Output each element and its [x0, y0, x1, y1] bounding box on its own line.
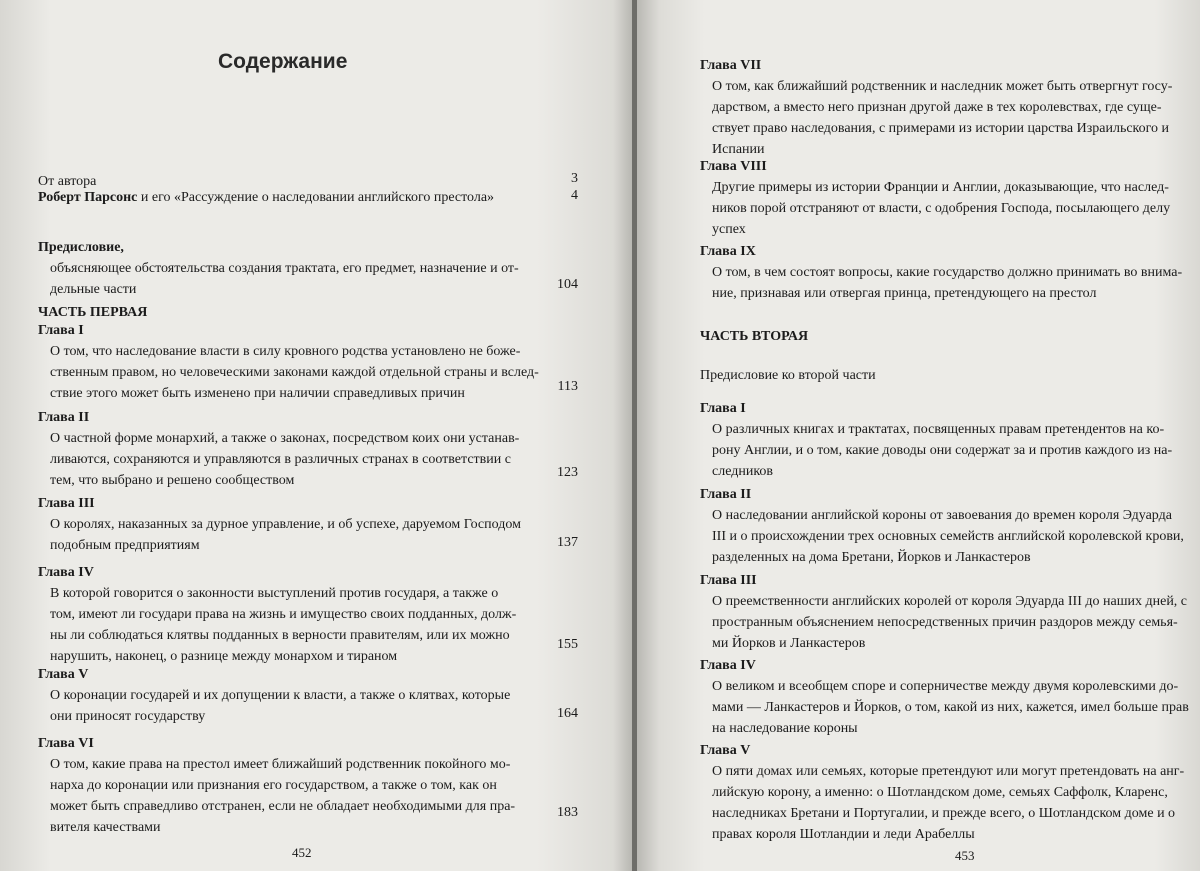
chapter-entry — [38, 493, 521, 556]
chapter-line: пространным объяснением непосредственных причин раздоров между семья- — [712, 615, 1178, 630]
chapter-head: Глава II — [38, 410, 90, 425]
chapter-line: ние, признавая или отвергая принца, претендующего на престол — [712, 286, 1097, 301]
chapter-line: рону Англии, и о том, какие доводы они содержат за и против каждого из на- — [712, 443, 1173, 458]
chapter-line: ствие этого может быть изменено при наличии справедливых причин — [50, 386, 465, 401]
right-page — [637, 0, 1200, 871]
chapter-entry — [700, 398, 1172, 482]
chapter-line: разделенных на дома Бретани, Йорков и Ланкастеров — [712, 550, 1031, 565]
chapter-line: О великом и всеобщем споре и соперничестве между двумя королевскими до- — [712, 679, 1179, 694]
chapter-entry — [38, 733, 515, 838]
chapter-line: О том, что наследование власти в силу кровного родства установлено не боже- — [50, 344, 521, 359]
chapter-line: может быть справедливо отстранен, если не обладает необходимыми для пра- — [50, 799, 516, 814]
chapter-line: ственным правом, но человеческими законами каждой отдельной страны и вслед- — [50, 365, 539, 380]
parsons-page: 4 — [571, 188, 578, 203]
chapter-line: О том, в чем состоят вопросы, какие государство должно принимать во внима- — [712, 265, 1183, 280]
chapter-line: О частной форме монархий, а также о законах, посредством коих они устанав- — [50, 431, 520, 446]
preface-entry — [38, 237, 519, 300]
chapter-page: 137 — [557, 535, 578, 550]
chapter-entry — [700, 241, 1182, 304]
chapter-head: Глава IX — [700, 244, 756, 259]
chapter-line: ников порой отстраняют от власти, с одобрения Господа, посылающего делу — [712, 201, 1171, 216]
chapter-line: О коронации государей и их допущении к власти, а также о клятвах, которые — [50, 688, 511, 703]
chapter-entry — [700, 570, 1187, 654]
chapter-line: Испании — [712, 142, 765, 157]
chapter-line: тем, что выбрано и решено сообществом — [50, 473, 295, 488]
chapter-line: О том, какие права на престол имеет ближайший родственник покойного мо- — [50, 757, 511, 772]
page-number: 452 — [292, 845, 312, 860]
parsons-name: Роберт Парсонс — [38, 190, 138, 205]
part-one-heading: ЧАСТЬ ПЕРВАЯ — [38, 305, 148, 320]
chapter-page: 113 — [557, 379, 578, 394]
part-two-heading: ЧАСТЬ ВТОРАЯ — [700, 329, 809, 344]
chapter-entry — [700, 55, 1172, 160]
chapter-line: О королях, наказанных за дурное управление, и об успехе, даруемом Господом — [50, 517, 521, 532]
chapter-line: ми Йорков и Ланкастеров — [712, 636, 866, 651]
chapter-page: 183 — [557, 805, 578, 820]
chapter-line: О преемственности английских королей от короля Эдуарда III до наших дней, с — [712, 594, 1188, 609]
chapter-line: правах короля Шотландии и леди Арабеллы — [712, 827, 975, 842]
chapter-line: лийскую корону, а именно: о Шотландском доме, семьях Саффолк, Кларенс, — [712, 785, 1168, 800]
parsons-entry — [38, 187, 494, 208]
chapter-page: 164 — [557, 706, 578, 721]
chapter-line: О том, как ближайший родственник и наследник может быть отвергнут госу- — [712, 79, 1173, 94]
from-author-label: От автора — [38, 174, 97, 189]
chapter-head: Глава I — [38, 323, 84, 338]
chapter-entry — [700, 156, 1170, 240]
chapter-line: подобным предприятиям — [50, 538, 200, 553]
preface-line: дельные части — [50, 282, 137, 297]
chapter-line: III и о происхождении трех основных семейств английской королевской крови, — [712, 529, 1184, 544]
chapter-page: 123 — [557, 465, 578, 480]
chapter-line: дарством, а вместо него признан другой даже в тех королевствах, где суще- — [712, 100, 1162, 115]
chapter-line: О различных книгах и трактатах, посвященных правам претендентов на ко- — [712, 422, 1165, 437]
chapter-head: Глава III — [38, 496, 95, 511]
preface-two: Предисловие ко второй части — [700, 368, 876, 383]
chapter-line: нарушить, наконец, о разнице между монархом и тираном — [50, 649, 398, 664]
chapter-entry — [38, 562, 516, 667]
chapter-line: они приносят государству — [50, 709, 206, 724]
chapter-line: Другие примеры из истории Франции и Англии, доказывающие, что наслед- — [712, 180, 1169, 195]
chapter-head: Глава VII — [700, 58, 762, 73]
chapter-line: следников — [712, 464, 774, 479]
chapter-head: Глава IV — [38, 565, 94, 580]
chapter-page: 155 — [557, 637, 578, 652]
chapter-line: нарха до коронации или признания его государством, а также о том, как он — [50, 778, 497, 793]
chapter-head: Глава V — [700, 743, 751, 758]
preface-line: объясняющее обстоятельства создания трактата, его предмет, назначение и от- — [50, 261, 519, 276]
chapter-head: Глава V — [38, 667, 89, 682]
chapter-entry — [38, 320, 539, 404]
chapter-head: Глава I — [700, 401, 746, 416]
chapter-entry — [700, 655, 1189, 739]
from-author-page: 3 — [571, 171, 578, 186]
preface-head: Предисловие, — [38, 240, 124, 255]
chapter-head: Глава VIII — [700, 159, 767, 174]
chapter-line: О пяти домах или семьях, которые претендуют или могут претендовать на анг- — [712, 764, 1185, 779]
chapter-head: Глава III — [700, 573, 757, 588]
chapter-line: ливаются, сохраняются и управляются в различных странах в соответствии с — [50, 452, 511, 467]
chapter-entry — [700, 484, 1184, 568]
chapter-line: успех — [712, 222, 746, 237]
page-number: 453 — [955, 848, 975, 863]
chapter-line: ствует право наследования, с примерами из истории царства Израильского и — [712, 121, 1170, 136]
chapter-line: О наследовании английской короны от завоевания до времен короля Эдуарда — [712, 508, 1172, 523]
chapter-entry — [38, 407, 519, 491]
chapter-line: наследниках Бретани и Португалии, и прежде всего, о Шотландском доме и о — [712, 806, 1176, 821]
chapter-line: вителя качествами — [50, 820, 161, 835]
parsons-title: и его «Рассуждение о наследовании английского престола» — [137, 190, 495, 205]
chapter-line: мами — Ланкастеров и Йорков, о том, какой из них, кажется, имел больше прав — [712, 700, 1189, 715]
chapter-entry — [38, 664, 510, 727]
chapter-head: Глава IV — [700, 658, 756, 673]
chapter-head: Глава II — [700, 487, 752, 502]
chapter-line: В которой говорится о законности выступлений против государя, а также о — [50, 586, 499, 601]
chapter-line: том, имеют ли государи права на жизнь и имущество своих подданных, долж- — [50, 607, 517, 622]
page-title: Содержание — [218, 50, 348, 73]
chapter-head: Глава VI — [38, 736, 94, 751]
preface-page: 104 — [557, 277, 578, 292]
chapter-entry — [700, 740, 1184, 845]
chapter-line: на наследование короны — [712, 721, 858, 736]
chapter-line: ны ли соблюдаться клятвы подданных в верности правителям, или их можно — [50, 628, 510, 643]
